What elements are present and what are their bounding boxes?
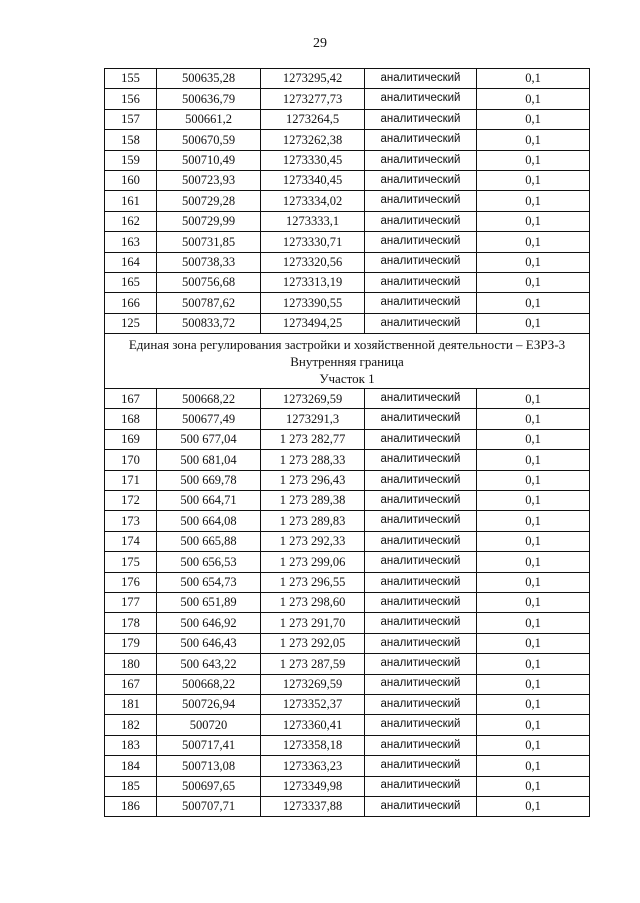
method-cell: аналитический: [365, 531, 477, 551]
accuracy-cell: 0,1: [477, 389, 590, 409]
accuracy-cell: 0,1: [477, 552, 590, 572]
point-number-cell: 166: [105, 293, 157, 313]
method-cell: аналитический: [365, 552, 477, 572]
point-number-cell: 125: [105, 313, 157, 333]
x-coordinate-cell: 500668,22: [157, 389, 261, 409]
accuracy-cell: 0,1: [477, 531, 590, 551]
y-coordinate-cell: 1 273 287,59: [261, 654, 365, 674]
table-row: [105, 272, 590, 292]
method-cell: аналитический: [365, 313, 477, 333]
table-row: [105, 313, 590, 333]
x-coordinate-cell: 500 664,08: [157, 511, 261, 531]
accuracy-cell: 0,1: [477, 715, 590, 735]
accuracy-cell: 0,1: [477, 613, 590, 633]
accuracy-cell: 0,1: [477, 511, 590, 531]
y-coordinate-cell: 1273291,3: [261, 409, 365, 429]
table-row: [105, 674, 590, 694]
table-row: [105, 191, 590, 211]
method-cell: аналитический: [365, 252, 477, 272]
x-coordinate-cell: 500661,2: [157, 109, 261, 129]
point-number-cell: 160: [105, 170, 157, 190]
point-number-cell: 169: [105, 429, 157, 449]
zone-boundary: Внутренняя граница: [290, 354, 404, 370]
y-coordinate-cell: 1273337,88: [261, 796, 365, 816]
y-coordinate-cell: 1273494,25: [261, 313, 365, 333]
method-cell: аналитический: [365, 470, 477, 490]
table-row: [105, 613, 590, 633]
table-body-after: [105, 389, 590, 817]
point-number-cell: 164: [105, 252, 157, 272]
point-number-cell: 175: [105, 552, 157, 572]
zone-header-body: [105, 334, 590, 389]
method-cell: аналитический: [365, 429, 477, 449]
point-number-cell: 184: [105, 756, 157, 776]
y-coordinate-cell: 1273320,56: [261, 252, 365, 272]
y-coordinate-cell: 1273333,1: [261, 211, 365, 231]
accuracy-cell: 0,1: [477, 170, 590, 190]
table-row: [105, 211, 590, 231]
table-row: [105, 409, 590, 429]
point-number-cell: 181: [105, 694, 157, 714]
y-coordinate-cell: 1273262,38: [261, 130, 365, 150]
method-cell: аналитический: [365, 232, 477, 252]
table-row: [105, 450, 590, 470]
method-cell: аналитический: [365, 633, 477, 653]
x-coordinate-cell: 500670,59: [157, 130, 261, 150]
point-number-cell: 177: [105, 592, 157, 612]
table-row: [105, 293, 590, 313]
x-coordinate-cell: 500738,33: [157, 252, 261, 272]
point-number-cell: 162: [105, 211, 157, 231]
y-coordinate-cell: 1273363,23: [261, 756, 365, 776]
y-coordinate-cell: 1 273 291,70: [261, 613, 365, 633]
accuracy-cell: 0,1: [477, 756, 590, 776]
page-number: 29: [313, 36, 327, 51]
x-coordinate-cell: 500 677,04: [157, 429, 261, 449]
point-number-cell: 180: [105, 654, 157, 674]
y-coordinate-cell: 1273358,18: [261, 735, 365, 755]
y-coordinate-cell: 1 273 292,05: [261, 633, 365, 653]
accuracy-cell: 0,1: [477, 409, 590, 429]
table-row: [105, 552, 590, 572]
method-cell: аналитический: [365, 572, 477, 592]
table-row: [105, 69, 590, 89]
method-cell: аналитический: [365, 511, 477, 531]
accuracy-cell: 0,1: [477, 252, 590, 272]
x-coordinate-cell: 500 664,71: [157, 491, 261, 511]
table-row: [105, 150, 590, 170]
x-coordinate-cell: 500713,08: [157, 756, 261, 776]
method-cell: аналитический: [365, 69, 477, 89]
zone-title: Единая зона регулирования застройки и хозяйственной деятельности – ЕЗРЗ-3: [128, 337, 566, 353]
table-row: [105, 130, 590, 150]
accuracy-cell: 0,1: [477, 313, 590, 333]
method-cell: аналитический: [365, 150, 477, 170]
x-coordinate-cell: 500635,28: [157, 69, 261, 89]
table-row: [105, 511, 590, 531]
zone-header-row: [105, 334, 590, 389]
point-number-cell: 155: [105, 69, 157, 89]
x-coordinate-cell: 500717,41: [157, 735, 261, 755]
point-number-cell: 178: [105, 613, 157, 633]
y-coordinate-cell: 1273295,42: [261, 69, 365, 89]
y-coordinate-cell: 1 273 299,06: [261, 552, 365, 572]
point-number-cell: 161: [105, 191, 157, 211]
method-cell: аналитический: [365, 654, 477, 674]
point-number-cell: 158: [105, 130, 157, 150]
x-coordinate-cell: 500636,79: [157, 89, 261, 109]
point-number-cell: 186: [105, 796, 157, 816]
table-row: [105, 389, 590, 409]
method-cell: аналитический: [365, 450, 477, 470]
x-coordinate-cell: 500731,85: [157, 232, 261, 252]
x-coordinate-cell: 500726,94: [157, 694, 261, 714]
y-coordinate-cell: 1 273 289,83: [261, 511, 365, 531]
table-row: [105, 633, 590, 653]
x-coordinate-cell: 500 681,04: [157, 450, 261, 470]
table-row: [105, 572, 590, 592]
accuracy-cell: 0,1: [477, 69, 590, 89]
accuracy-cell: 0,1: [477, 470, 590, 490]
x-coordinate-cell: 500 646,92: [157, 613, 261, 633]
point-number-cell: 176: [105, 572, 157, 592]
x-coordinate-cell: 500677,49: [157, 409, 261, 429]
point-number-cell: 179: [105, 633, 157, 653]
table-row: [105, 592, 590, 612]
coordinates-table: [104, 68, 590, 817]
accuracy-cell: 0,1: [477, 211, 590, 231]
x-coordinate-cell: 500 643,22: [157, 654, 261, 674]
accuracy-cell: 0,1: [477, 109, 590, 129]
y-coordinate-cell: 1273390,55: [261, 293, 365, 313]
y-coordinate-cell: 1 273 298,60: [261, 592, 365, 612]
x-coordinate-cell: 500 665,88: [157, 531, 261, 551]
y-coordinate-cell: 1273349,98: [261, 776, 365, 796]
table-row: [105, 491, 590, 511]
zone-section: Участок 1: [319, 371, 375, 387]
method-cell: аналитический: [365, 715, 477, 735]
x-coordinate-cell: 500 651,89: [157, 592, 261, 612]
x-coordinate-cell: 500 646,43: [157, 633, 261, 653]
table-row: [105, 89, 590, 109]
method-cell: аналитический: [365, 170, 477, 190]
accuracy-cell: 0,1: [477, 694, 590, 714]
y-coordinate-cell: 1273334,02: [261, 191, 365, 211]
y-coordinate-cell: 1273340,45: [261, 170, 365, 190]
x-coordinate-cell: 500723,93: [157, 170, 261, 190]
table-row: [105, 470, 590, 490]
accuracy-cell: 0,1: [477, 592, 590, 612]
point-number-cell: 167: [105, 674, 157, 694]
method-cell: аналитический: [365, 130, 477, 150]
point-number-cell: 156: [105, 89, 157, 109]
x-coordinate-cell: 500668,22: [157, 674, 261, 694]
point-number-cell: 183: [105, 735, 157, 755]
table-row: [105, 715, 590, 735]
zone-header-cell: [105, 334, 590, 389]
x-coordinate-cell: 500710,49: [157, 150, 261, 170]
table-row: [105, 232, 590, 252]
x-coordinate-cell: 500 656,53: [157, 552, 261, 572]
x-coordinate-cell: 500 654,73: [157, 572, 261, 592]
point-number-cell: 170: [105, 450, 157, 470]
y-coordinate-cell: 1 273 296,55: [261, 572, 365, 592]
x-coordinate-cell: 500 669,78: [157, 470, 261, 490]
accuracy-cell: 0,1: [477, 150, 590, 170]
method-cell: аналитический: [365, 272, 477, 292]
y-coordinate-cell: 1273313,19: [261, 272, 365, 292]
y-coordinate-cell: 1273352,37: [261, 694, 365, 714]
y-coordinate-cell: 1 273 296,43: [261, 470, 365, 490]
x-coordinate-cell: 500729,28: [157, 191, 261, 211]
table-row: [105, 654, 590, 674]
table-row: [105, 252, 590, 272]
method-cell: аналитический: [365, 756, 477, 776]
accuracy-cell: 0,1: [477, 735, 590, 755]
x-coordinate-cell: 500729,99: [157, 211, 261, 231]
x-coordinate-cell: 500833,72: [157, 313, 261, 333]
y-coordinate-cell: 1 273 282,77: [261, 429, 365, 449]
method-cell: аналитический: [365, 409, 477, 429]
point-number-cell: 172: [105, 491, 157, 511]
accuracy-cell: 0,1: [477, 450, 590, 470]
point-number-cell: 157: [105, 109, 157, 129]
accuracy-cell: 0,1: [477, 130, 590, 150]
method-cell: аналитический: [365, 776, 477, 796]
x-coordinate-cell: 500787,62: [157, 293, 261, 313]
method-cell: аналитический: [365, 211, 477, 231]
method-cell: аналитический: [365, 191, 477, 211]
table-row: [105, 170, 590, 190]
accuracy-cell: 0,1: [477, 796, 590, 816]
y-coordinate-cell: 1273330,45: [261, 150, 365, 170]
table-row: [105, 429, 590, 449]
y-coordinate-cell: 1 273 289,38: [261, 491, 365, 511]
method-cell: аналитический: [365, 694, 477, 714]
point-number-cell: 173: [105, 511, 157, 531]
accuracy-cell: 0,1: [477, 776, 590, 796]
y-coordinate-cell: 1273330,71: [261, 232, 365, 252]
y-coordinate-cell: 1273264,5: [261, 109, 365, 129]
accuracy-cell: 0,1: [477, 572, 590, 592]
x-coordinate-cell: 500720: [157, 715, 261, 735]
y-coordinate-cell: 1 273 288,33: [261, 450, 365, 470]
table-body-before: [105, 69, 590, 334]
accuracy-cell: 0,1: [477, 491, 590, 511]
accuracy-cell: 0,1: [477, 654, 590, 674]
accuracy-cell: 0,1: [477, 191, 590, 211]
method-cell: аналитический: [365, 592, 477, 612]
method-cell: аналитический: [365, 613, 477, 633]
method-cell: аналитический: [365, 796, 477, 816]
x-coordinate-cell: 500756,68: [157, 272, 261, 292]
method-cell: аналитический: [365, 389, 477, 409]
table-row: [105, 531, 590, 551]
method-cell: аналитический: [365, 735, 477, 755]
accuracy-cell: 0,1: [477, 272, 590, 292]
point-number-cell: 167: [105, 389, 157, 409]
accuracy-cell: 0,1: [477, 429, 590, 449]
table-row: [105, 796, 590, 816]
x-coordinate-cell: 500707,71: [157, 796, 261, 816]
table-row: [105, 756, 590, 776]
method-cell: аналитический: [365, 89, 477, 109]
point-number-cell: 185: [105, 776, 157, 796]
table-row: [105, 109, 590, 129]
accuracy-cell: 0,1: [477, 633, 590, 653]
point-number-cell: 174: [105, 531, 157, 551]
y-coordinate-cell: 1273269,59: [261, 674, 365, 694]
table-row: [105, 776, 590, 796]
method-cell: аналитический: [365, 674, 477, 694]
x-coordinate-cell: 500697,65: [157, 776, 261, 796]
y-coordinate-cell: 1273360,41: [261, 715, 365, 735]
accuracy-cell: 0,1: [477, 674, 590, 694]
point-number-cell: 182: [105, 715, 157, 735]
accuracy-cell: 0,1: [477, 293, 590, 313]
accuracy-cell: 0,1: [477, 89, 590, 109]
method-cell: аналитический: [365, 293, 477, 313]
point-number-cell: 165: [105, 272, 157, 292]
point-number-cell: 168: [105, 409, 157, 429]
point-number-cell: 171: [105, 470, 157, 490]
accuracy-cell: 0,1: [477, 232, 590, 252]
table-row: [105, 694, 590, 714]
y-coordinate-cell: 1273277,73: [261, 89, 365, 109]
table-row: [105, 735, 590, 755]
method-cell: аналитический: [365, 109, 477, 129]
point-number-cell: 159: [105, 150, 157, 170]
y-coordinate-cell: 1273269,59: [261, 389, 365, 409]
point-number-cell: 163: [105, 232, 157, 252]
method-cell: аналитический: [365, 491, 477, 511]
y-coordinate-cell: 1 273 292,33: [261, 531, 365, 551]
